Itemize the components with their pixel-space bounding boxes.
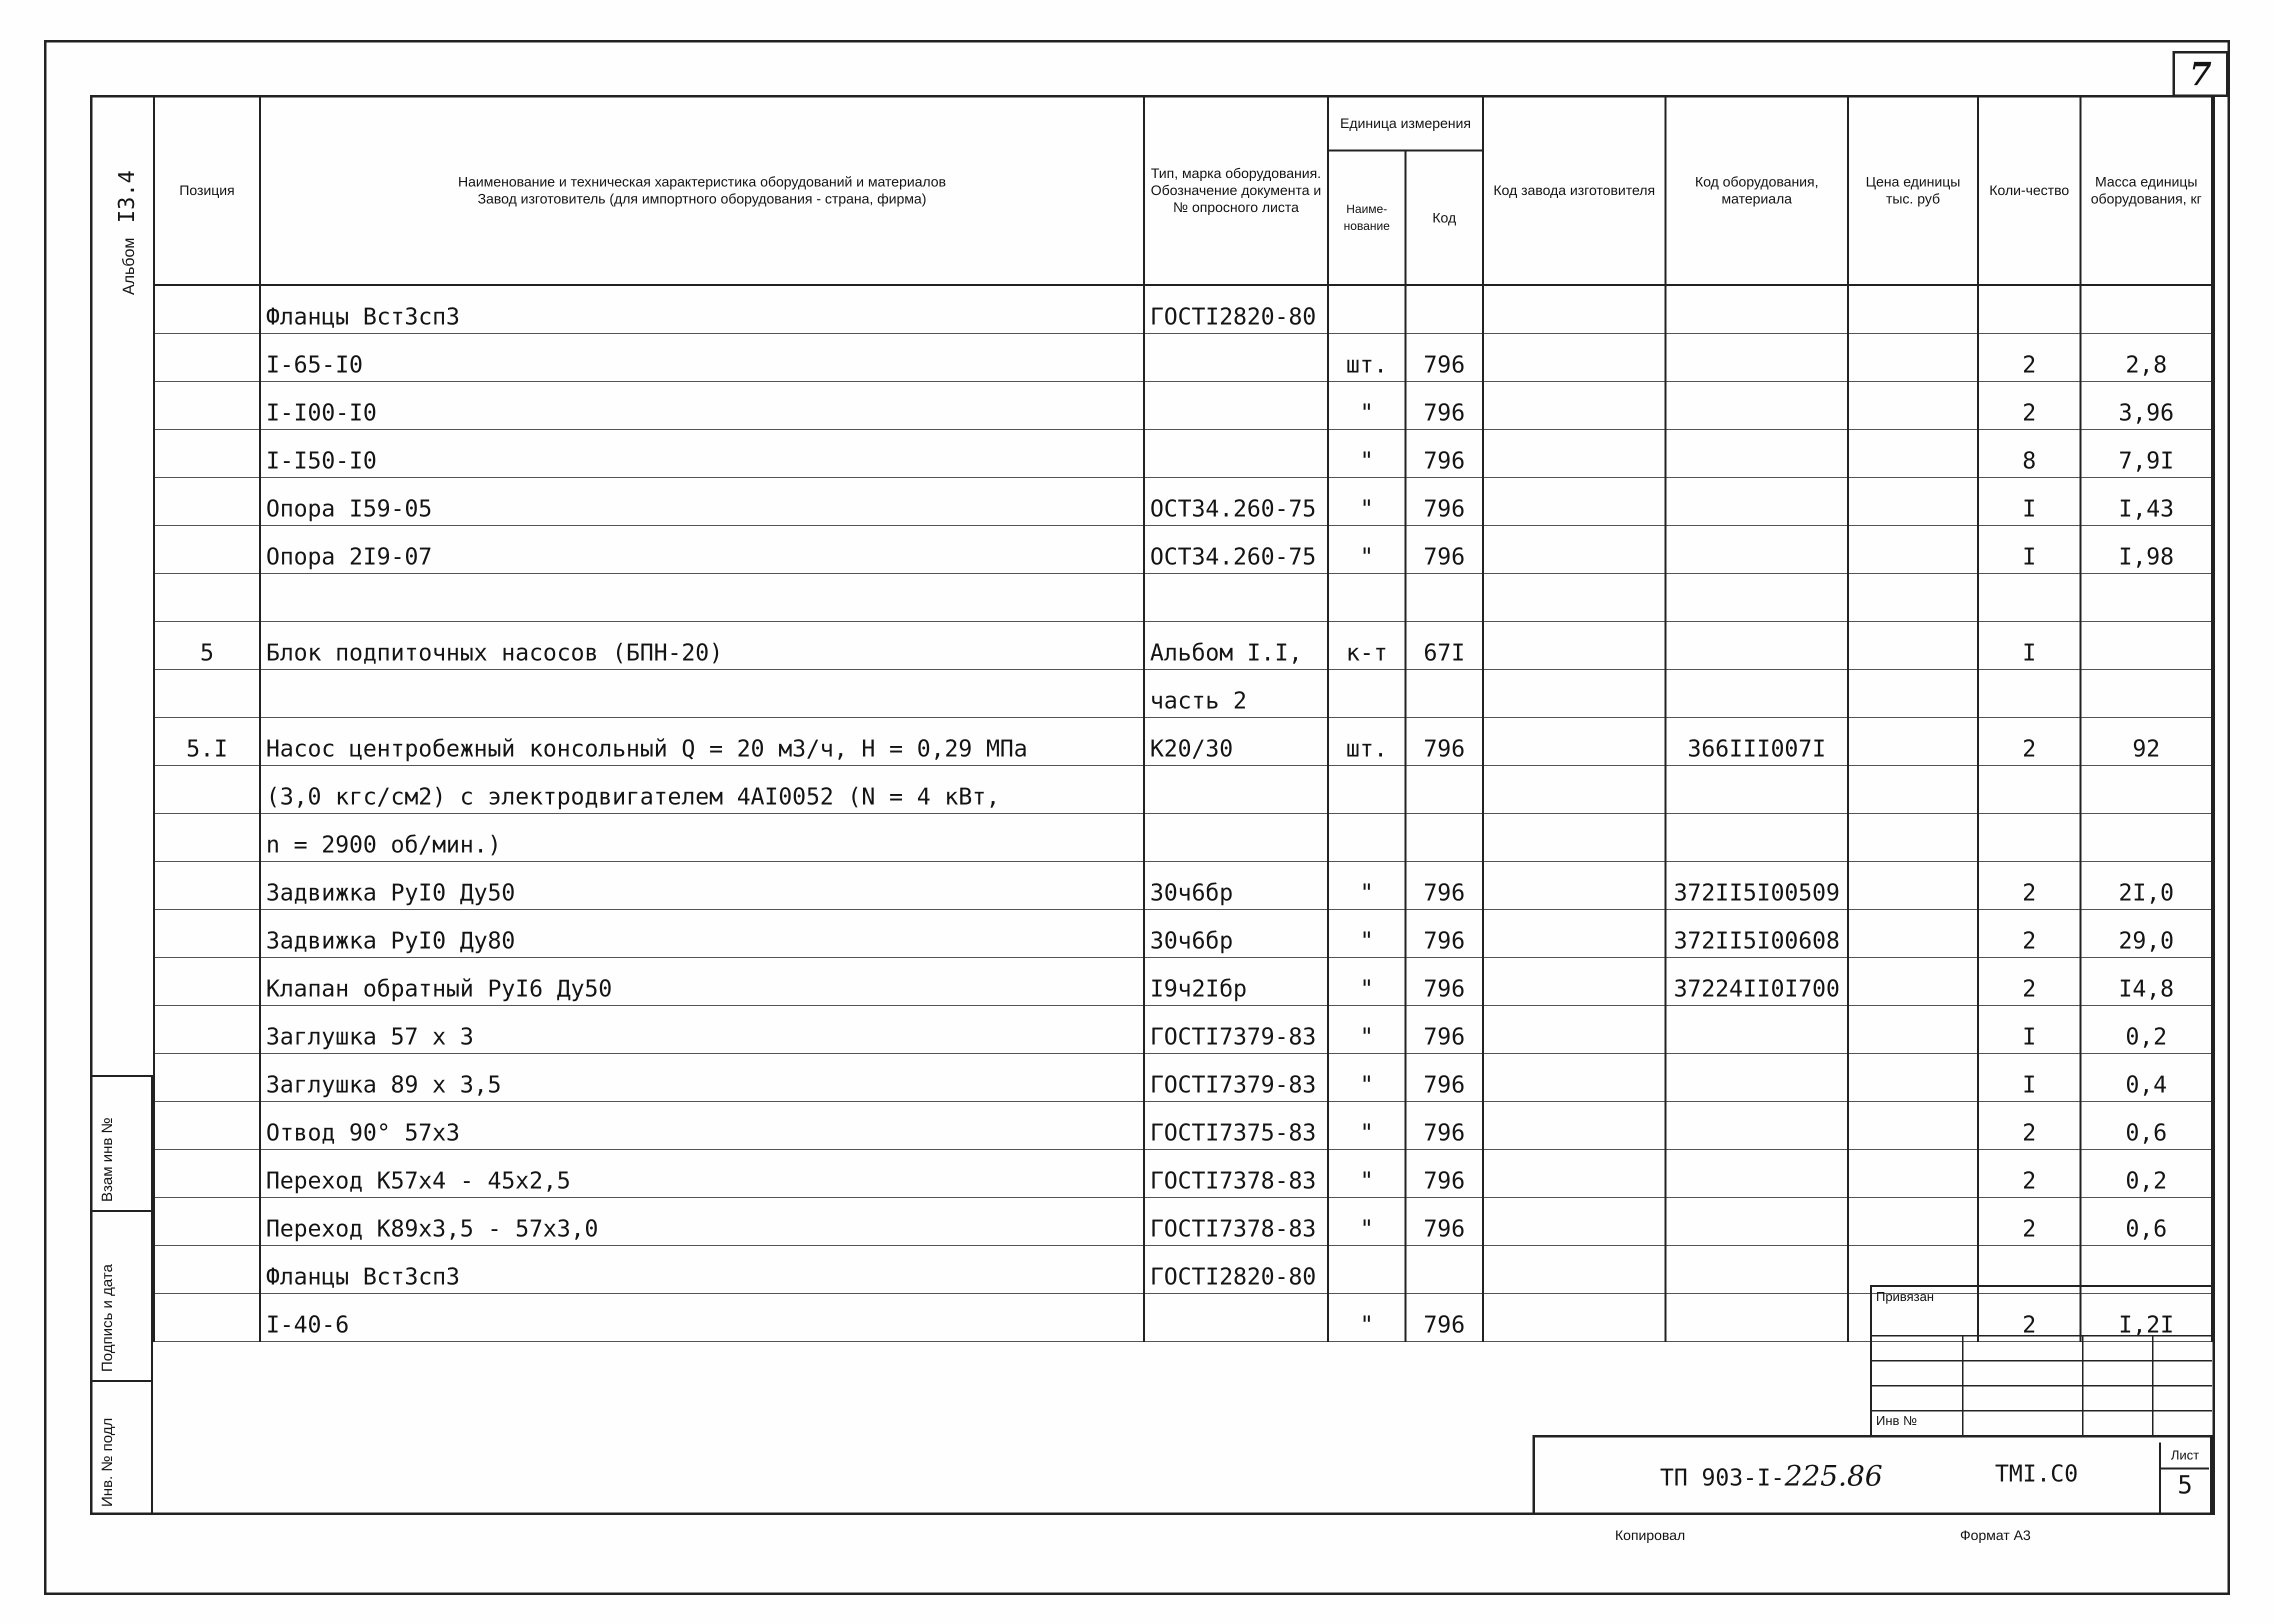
cell-code: 796 [1406, 478, 1483, 526]
cell-price [1848, 862, 1978, 910]
cell-type [1144, 574, 1328, 622]
cell-mfr [1483, 334, 1666, 382]
cell-type [1144, 334, 1328, 382]
cell-unit [1328, 285, 1406, 334]
cell-type: 30ч6бр [1144, 910, 1328, 958]
cell-name: Опора 2I9-07 [260, 526, 1144, 574]
cell-pos [154, 1198, 260, 1246]
cell-pos [154, 814, 260, 862]
cell-equip [1666, 1150, 1848, 1198]
header-unit-group: Единица измерения [1328, 96, 1483, 150]
cell-equip [1666, 670, 1848, 718]
cell-mass: 2,8 [2080, 334, 2212, 382]
cell-code: 796 [1406, 1198, 1483, 1246]
cell-mass [2080, 574, 2212, 622]
cell-type: К20/30 [1144, 718, 1328, 766]
cell-mass [2080, 670, 2212, 718]
cell-pos [154, 1006, 260, 1054]
cell-price [1848, 526, 1978, 574]
cell-name: Переход К57х4 - 45х2,5 [260, 1150, 1144, 1198]
cell-mass: 0,6 [2080, 1102, 2212, 1150]
cell-type [1144, 766, 1328, 814]
cell-equip [1666, 334, 1848, 382]
cell-price [1848, 910, 1978, 958]
table-row [154, 622, 2212, 670]
cell-type: I9ч2Iбр [1144, 958, 1328, 1006]
cell-mass [2080, 814, 2212, 862]
cell-name: Фланцы ВстЗсп3 [260, 1246, 1144, 1294]
cell-price [1848, 1150, 1978, 1198]
document-code: ТП 903-I-225.86 [1660, 1460, 1883, 1492]
cell-price [1848, 1198, 1978, 1246]
cell-pos [154, 334, 260, 382]
cell-type: ОСТ34.260-75 [1144, 526, 1328, 574]
cell-pos [154, 862, 260, 910]
cell-unit: " [1328, 1006, 1406, 1054]
cell-name: Задвижка РуI0 Ду50 [260, 862, 1144, 910]
cell-qty: I [1978, 1006, 2080, 1054]
cell-type [1144, 1294, 1328, 1342]
cell-mass: 29,0 [2080, 910, 2212, 958]
cell-code: 796 [1406, 430, 1483, 478]
cell-name: Насос центробежный консольный Q = 20 м3/ч, Н = 0,29 МПа [260, 718, 1144, 766]
cell-mass: I,2I [2080, 1294, 2212, 1342]
cell-mass: I,43 [2080, 478, 2212, 526]
cell-equip: 37224II0I700 [1666, 958, 1848, 1006]
cell-pos [154, 382, 260, 430]
cell-equip [1666, 1102, 1848, 1150]
cell-mfr [1483, 526, 1666, 574]
cell-mfr [1483, 1150, 1666, 1198]
cell-type [1144, 382, 1328, 430]
cell-qty: I [1978, 1054, 2080, 1102]
header-manufacturer-code: Код завода изготовителя [1483, 96, 1666, 285]
cell-unit: " [1328, 958, 1406, 1006]
cell-unit [1328, 670, 1406, 718]
cell-qty: 2 [1978, 1102, 2080, 1150]
cell-equip [1666, 1294, 1848, 1342]
document-suffix: ТМI.С0 [1995, 1460, 2078, 1487]
cell-name: Отвод 90° 57х3 [260, 1102, 1144, 1150]
cell-pos [154, 1150, 260, 1198]
cell-equip [1666, 766, 1848, 814]
header-quantity: Коли-чество [1978, 96, 2080, 285]
table-row [154, 814, 2212, 862]
cell-code [1406, 1246, 1483, 1294]
cell-type: ГОСТI7378-83 [1144, 1198, 1328, 1246]
table-row [154, 862, 2212, 910]
cell-name: Блок подпиточных насосов (БПН-20) [260, 622, 1144, 670]
cell-name: Переход К89х3,5 - 57х3,0 [260, 1198, 1144, 1246]
cell-unit: " [1328, 910, 1406, 958]
cell-pos [154, 478, 260, 526]
cell-code [1406, 814, 1483, 862]
cell-qty: 2 [1978, 334, 2080, 382]
table-row [154, 910, 2212, 958]
cell-unit: к-т [1328, 622, 1406, 670]
sheet-label: Лист [2161, 1442, 2209, 1470]
cell-unit: шт. [1328, 718, 1406, 766]
cell-price [1848, 1102, 1978, 1150]
cell-unit: шт. [1328, 334, 1406, 382]
cell-mfr [1483, 766, 1666, 814]
cell-equip [1666, 526, 1848, 574]
cell-type: ГОСТI7379-83 [1144, 1006, 1328, 1054]
album-label-text: Альбом I3.4 [114, 170, 140, 295]
cell-pos [154, 766, 260, 814]
cell-equip [1666, 1054, 1848, 1102]
cell-mfr [1483, 382, 1666, 430]
cell-qty [1978, 814, 2080, 862]
table-row [154, 1006, 2212, 1054]
table-row [154, 285, 2212, 334]
cell-type: ГОСТI7375-83 [1144, 1102, 1328, 1150]
cell-price [1848, 958, 1978, 1006]
cell-qty: 2 [1978, 718, 2080, 766]
stamp-privyazan: Привязан [1876, 1289, 1934, 1304]
cell-unit: " [1328, 1294, 1406, 1342]
cell-name: Заглушка 57 х 3 [260, 1006, 1144, 1054]
cell-mass: I4,8 [2080, 958, 2212, 1006]
cell-price [1848, 670, 1978, 718]
cell-equip [1666, 814, 1848, 862]
sheet-number: 7 [2172, 51, 2228, 97]
approval-strip [90, 1075, 153, 1515]
binding-stamp [1870, 1285, 2212, 1437]
cell-name: Задвижка РуI0 Ду80 [260, 910, 1144, 958]
cell-mass [2080, 285, 2212, 334]
table-row [154, 478, 2212, 526]
cell-price [1848, 574, 1978, 622]
table-row [154, 1054, 2212, 1102]
cell-mfr [1483, 430, 1666, 478]
cell-type: часть 2 [1144, 670, 1328, 718]
cell-name: I-65-I0 [260, 334, 1144, 382]
cell-unit [1328, 1246, 1406, 1294]
cell-mfr [1483, 862, 1666, 910]
table-row [154, 430, 2212, 478]
cell-mfr [1483, 574, 1666, 622]
cell-name [260, 574, 1144, 622]
cell-mass: 92 [2080, 718, 2212, 766]
cell-qty: 2 [1978, 958, 2080, 1006]
cell-type: ГОСТI2820-80 [1144, 1246, 1328, 1294]
cell-mass [2080, 766, 2212, 814]
cell-mfr [1483, 478, 1666, 526]
table-row [154, 718, 2212, 766]
cell-price [1848, 382, 1978, 430]
specification-table [153, 95, 2213, 1342]
strip-podpis-cell [90, 1210, 153, 1380]
cell-type: ОСТ34.260-75 [1144, 478, 1328, 526]
cell-price [1848, 285, 1978, 334]
cell-code: 67I [1406, 622, 1483, 670]
strip-podpis-label: Подпись и дата [99, 1264, 116, 1372]
cell-code: 796 [1406, 1294, 1483, 1342]
cell-code [1406, 574, 1483, 622]
cell-unit: " [1328, 1150, 1406, 1198]
strip-inv-cell [90, 1380, 153, 1515]
cell-code [1406, 670, 1483, 718]
cell-type: ГОСТI7379-83 [1144, 1054, 1328, 1102]
cell-pos [154, 574, 260, 622]
cell-type: Альбом I.I, [1144, 622, 1328, 670]
cell-pos [154, 430, 260, 478]
table-row [154, 574, 2212, 622]
cell-code: 796 [1406, 958, 1483, 1006]
cell-qty [1978, 285, 2080, 334]
strip-vzam-label: Взам инв № [99, 1117, 116, 1202]
header-name: Наименование и техническая характеристика оборудований и материалов Завод изготовитель (для импортного оборудования - страна, фирма) [260, 96, 1144, 285]
table-row [154, 1150, 2212, 1198]
cell-type: ГОСТI2820-80 [1144, 285, 1328, 334]
cell-price [1848, 430, 1978, 478]
cell-code: 796 [1406, 910, 1483, 958]
cell-pos [154, 670, 260, 718]
cell-equip [1666, 430, 1848, 478]
cell-mfr [1483, 814, 1666, 862]
cell-mfr [1483, 285, 1666, 334]
cell-pos: 5.I [154, 718, 260, 766]
cell-price [1848, 814, 1978, 862]
cell-unit [1328, 574, 1406, 622]
table-row [154, 766, 2212, 814]
cell-qty [1978, 766, 2080, 814]
cell-code: 796 [1406, 718, 1483, 766]
cell-price [1848, 478, 1978, 526]
cell-code: 796 [1406, 1150, 1483, 1198]
cell-equip: 366III007I [1666, 718, 1848, 766]
header-type-mark: Тип, марка оборудования. Обозначение документа и № опросного листа [1144, 96, 1328, 285]
cell-equip [1666, 1006, 1848, 1054]
header-unit-code: Код [1406, 150, 1483, 285]
cell-price [1848, 1006, 1978, 1054]
cell-unit: " [1328, 1198, 1406, 1246]
cell-code: 796 [1406, 1006, 1483, 1054]
cell-unit: " [1328, 1102, 1406, 1150]
cell-pos [154, 910, 260, 958]
cell-mass: 3,96 [2080, 382, 2212, 430]
cell-qty: 2 [1978, 382, 2080, 430]
cell-price [1848, 718, 1978, 766]
cell-mass: 0,4 [2080, 1054, 2212, 1102]
cell-name: I-40-6 [260, 1294, 1144, 1342]
cell-code: 796 [1406, 334, 1483, 382]
cell-price [1848, 766, 1978, 814]
cell-qty: I [1978, 622, 2080, 670]
cell-mfr [1483, 1294, 1666, 1342]
cell-pos [154, 285, 260, 334]
header-unit-price: Цена единицы тыс. руб [1848, 96, 1978, 285]
strip-vzam-cell [90, 1075, 153, 1210]
cell-mfr [1483, 622, 1666, 670]
table-row [154, 334, 2212, 382]
cell-unit: " [1328, 430, 1406, 478]
cell-name: Опора I59-05 [260, 478, 1144, 526]
cell-qty [1978, 670, 2080, 718]
cell-qty: 2 [1978, 910, 2080, 958]
cell-mfr [1483, 910, 1666, 958]
cell-qty [1978, 574, 2080, 622]
cell-pos [154, 1294, 260, 1342]
table-row [154, 1102, 2212, 1150]
cell-mfr [1483, 670, 1666, 718]
header-unit-mass: Масса единицы оборудования, кг [2080, 96, 2212, 285]
copied-label: Копировал [1615, 1528, 1686, 1543]
cell-equip [1666, 478, 1848, 526]
cell-mfr [1483, 1054, 1666, 1102]
cell-name: I-I00-I0 [260, 382, 1144, 430]
cell-mass: 0,6 [2080, 1198, 2212, 1246]
cell-mfr [1483, 1006, 1666, 1054]
cell-pos [154, 958, 260, 1006]
table-row [154, 670, 2212, 718]
cell-unit: " [1328, 478, 1406, 526]
cell-equip: 372II5I00509 [1666, 862, 1848, 910]
cell-mfr [1483, 958, 1666, 1006]
cell-name [260, 670, 1144, 718]
cell-mfr [1483, 1246, 1666, 1294]
stamp-inv-no: Инв № [1876, 1413, 1917, 1428]
cell-type [1144, 430, 1328, 478]
cell-unit: " [1328, 1054, 1406, 1102]
cell-code: 796 [1406, 862, 1483, 910]
cell-pos [154, 1054, 260, 1102]
cell-equip [1666, 574, 1848, 622]
cell-name: (3,0 кгс/см2) с электродвигателем 4АI0052 (N = 4 кВт, [260, 766, 1144, 814]
cell-pos [154, 1246, 260, 1294]
cell-pos [154, 1102, 260, 1150]
cell-mass [2080, 622, 2212, 670]
header-equipment-code: Код оборудования, материала [1666, 96, 1848, 285]
cell-name: Заглушка 89 х 3,5 [260, 1054, 1144, 1102]
cell-code [1406, 285, 1483, 334]
cell-name: Фланцы ВстЗсп3 [260, 285, 1144, 334]
cell-mass: I,98 [2080, 526, 2212, 574]
cell-unit: " [1328, 862, 1406, 910]
cell-pos [154, 526, 260, 574]
cell-code [1406, 766, 1483, 814]
header-unit-name: Наиме-нование [1328, 150, 1406, 285]
cell-qty: 2 [1978, 1294, 2080, 1342]
cell-qty: 2 [1978, 1150, 2080, 1198]
table-row [154, 958, 2212, 1006]
table-row [154, 526, 2212, 574]
cell-equip: 372II5I00608 [1666, 910, 1848, 958]
cell-name: n = 2900 об/мин.) [260, 814, 1144, 862]
cell-name: Клапан обратный РуI6 Ду50 [260, 958, 1144, 1006]
sheet-box [2159, 1442, 2209, 1512]
cell-mass: 0,2 [2080, 1150, 2212, 1198]
cell-mass: 0,2 [2080, 1006, 2212, 1054]
cell-type: 30ч6бр [1144, 862, 1328, 910]
cell-qty: 2 [1978, 1198, 2080, 1246]
cell-price [1848, 622, 1978, 670]
cell-code: 796 [1406, 1102, 1483, 1150]
cell-pos: 5 [154, 622, 260, 670]
cell-unit: " [1328, 526, 1406, 574]
cell-type [1144, 814, 1328, 862]
cell-unit [1328, 814, 1406, 862]
header-position: Позиция [154, 96, 260, 285]
cell-mfr [1483, 718, 1666, 766]
cell-qty: 8 [1978, 430, 2080, 478]
cell-code: 796 [1406, 382, 1483, 430]
cell-equip [1666, 622, 1848, 670]
cell-type: ГОСТI7378-83 [1144, 1150, 1328, 1198]
cell-equip [1666, 382, 1848, 430]
cell-price [1848, 334, 1978, 382]
cell-equip [1666, 1198, 1848, 1246]
sheet-value: 5 [2177, 1470, 2193, 1500]
cell-equip [1666, 1246, 1848, 1294]
table-row [154, 1198, 2212, 1246]
cell-mfr [1483, 1102, 1666, 1150]
cell-qty: I [1978, 526, 2080, 574]
format-label: Формат А3 [1960, 1528, 2031, 1543]
table-row [154, 382, 2212, 430]
cell-name: I-I50-I0 [260, 430, 1144, 478]
cell-qty: I [1978, 478, 2080, 526]
cell-mass: 7,9I [2080, 430, 2212, 478]
cell-unit [1328, 766, 1406, 814]
strip-inv-label: Инв. № подл [99, 1418, 116, 1507]
cell-mass: 2I,0 [2080, 862, 2212, 910]
cell-code: 796 [1406, 1054, 1483, 1102]
cell-code: 796 [1406, 526, 1483, 574]
cell-qty: 2 [1978, 862, 2080, 910]
cell-price [1848, 1054, 1978, 1102]
cell-equip [1666, 285, 1848, 334]
cell-unit: " [1328, 382, 1406, 430]
cell-mfr [1483, 1198, 1666, 1246]
